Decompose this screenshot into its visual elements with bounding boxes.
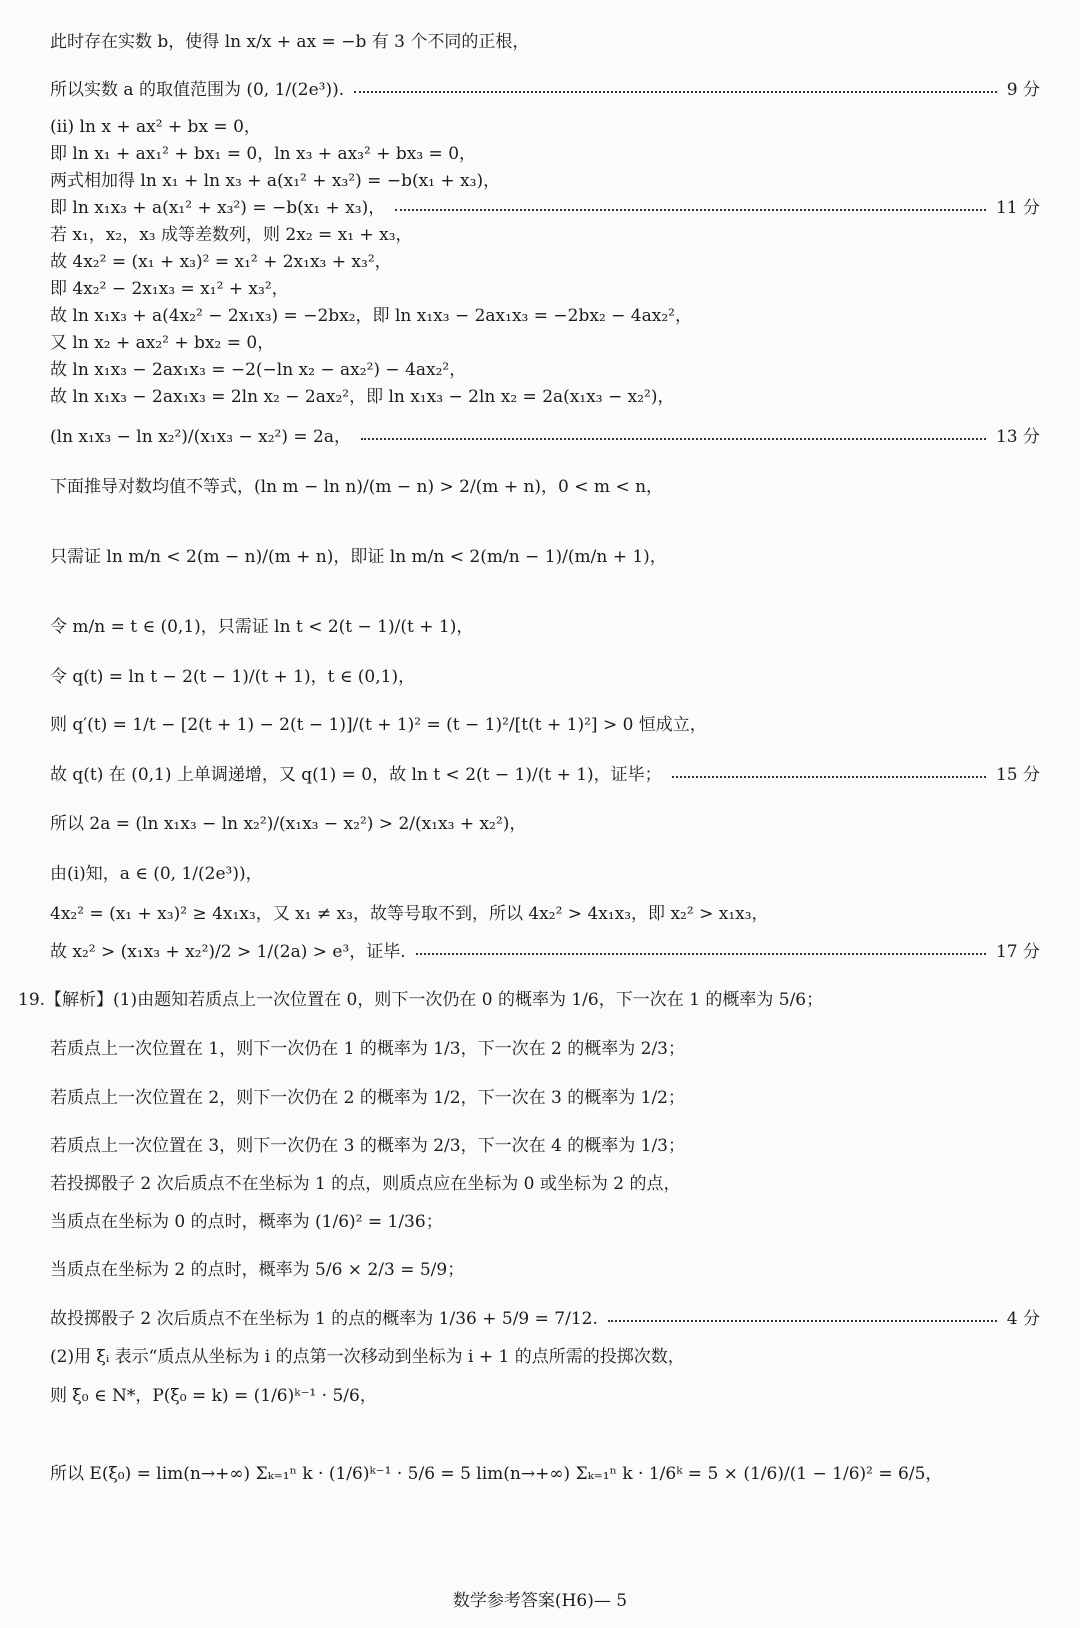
solution-line — [50, 196, 1040, 220]
solution-line — [18, 988, 1040, 1012]
line-text: 下面推导对数均值不等式，(ln m − ln n)/(m − n) > 2/(m + n)，0 < m < n， — [50, 477, 664, 497]
score-label: 17 分 — [995, 942, 1040, 962]
line-text: (2)用 ξᵢ 表示“质点从坐标为 i 的点第一次移动到坐标为 i + 1 的点所需的投掷次数， — [50, 1347, 685, 1367]
score-label: 15 分 — [995, 765, 1040, 785]
line-text: (ln x₁x₃ − ln x₂²)/(x₁x₃ − x₂²) = 2a， — [50, 427, 351, 447]
solution-line — [50, 1345, 1040, 1369]
line-text: 即 ln x₁ + ax₁² + bx₁ = 0，ln x₃ + ax₃² + bx₃ = 0， — [50, 144, 477, 164]
solution-line — [50, 1086, 1040, 1110]
line-text: 则 ξ₀ ∈ N*，P(ξ₀ = k) = (1/6)ᵏ⁻¹ · 5/6， — [50, 1386, 377, 1406]
line-text: 令 q(t) = ln t − 2(t − 1)/(t + 1)，t ∈ (0,1)， — [50, 667, 416, 687]
solution-line — [50, 304, 1040, 328]
solution-line — [50, 1384, 1040, 1408]
line-text: 所以 E(ξ₀) = lim(n→+∞) Σₖ₌₁ⁿ k · (1/6)ᵏ⁻¹ · 5/6 = 5 lim(n→+∞) Σₖ₌₁ⁿ k · 1/6ᵏ = 5 × (1/6)/(1 − 1/6)² = 6/5， — [50, 1464, 943, 1484]
solution-line — [50, 115, 1040, 139]
line-text: 即 4x₂² − 2x₁x₃ = x₁² + x₃²， — [50, 279, 289, 299]
line-text: 19.【解析】(1)由题知若质点上一次位置在 0，则下一次仍在 0 的概率为 1/6，下一次在 1 的概率为 5/6； — [18, 990, 824, 1010]
solution-line — [50, 1134, 1040, 1158]
line-text: 若质点上一次位置在 2，则下一次仍在 2 的概率为 1/2，下一次在 3 的概率为 1/2； — [50, 1088, 685, 1108]
solution-line — [50, 940, 1040, 964]
line-text: 只需证 ln m/n < 2(m − n)/(m + n)，即证 ln m/n < 2(m/n − 1)/(m/n + 1)， — [50, 547, 667, 567]
solution-line — [50, 902, 1040, 926]
score-label: 9 分 — [1006, 80, 1040, 100]
line-text: 故 ln x₁x₃ − 2ax₁x₃ = 2ln x₂ − 2ax₂²，即 ln x₁x₃ − 2ln x₂ = 2a(x₁x₃ − x₂²)， — [50, 387, 675, 407]
solution-line — [50, 545, 1040, 569]
line-text: 若投掷骰子 2 次后质点不在坐标为 1 的点，则质点应在坐标为 0 或坐标为 2 的点， — [50, 1174, 681, 1194]
solution-line — [50, 1172, 1040, 1196]
line-text: 若质点上一次位置在 3，则下一次仍在 3 的概率为 2/3，下一次在 4 的概率为 1/3； — [50, 1136, 685, 1156]
score-label: 11 分 — [995, 198, 1040, 218]
dotted-leader — [395, 209, 986, 211]
line-text: 当质点在坐标为 2 的点时，概率为 5/6 × 2/3 = 5/9； — [50, 1260, 465, 1280]
solution-line — [50, 223, 1040, 247]
line-text: 故 4x₂² = (x₁ + x₃)² = x₁² + 2x₁x₃ + x₃²， — [50, 252, 392, 272]
line-text: 故 ln x₁x₃ + a(4x₂² − 2x₁x₃) = −2bx₂，即 ln x₁x₃ − 2ax₁x₃ = −2bx₂ − 4ax₂²， — [50, 306, 692, 326]
line-text: 由(ⅰ)知，a ∈ (0, 1/(2e³))， — [50, 864, 263, 884]
line-text: 此时存在实数 b，使得 ln x/x + ax = −b 有 3 个不同的正根， — [50, 32, 530, 52]
line-text: (ⅱ) ln x + ax² + bx = 0， — [50, 117, 261, 137]
line-text: 所以 2a = (ln x₁x₃ − ln x₂²)/(x₁x₃ − x₂²) > 2/(x₁x₃ + x₂²)， — [50, 814, 527, 834]
dotted-leader — [354, 91, 997, 93]
dotted-leader — [361, 438, 986, 440]
line-text: 若质点上一次位置在 1，则下一次仍在 1 的概率为 1/3，下一次在 2 的概率为 2/3； — [50, 1039, 685, 1059]
solution-line — [50, 78, 1040, 102]
line-text: 故 x₂² > (x₁x₃ + x₂²)/2 > 1/(2a) > e³，证毕. — [50, 942, 406, 962]
solution-line — [50, 142, 1040, 166]
line-text: 若 x₁，x₂，x₃ 成等差数列，则 2x₂ = x₁ + x₃， — [50, 225, 413, 245]
solution-line — [50, 1462, 1040, 1486]
solution-line — [50, 1037, 1040, 1061]
solution-line — [50, 615, 1040, 639]
solution-line — [50, 358, 1040, 382]
line-text: 即 ln x₁x₃ + a(x₁² + x₃²) = −b(x₁ + x₃)， — [50, 198, 386, 218]
line-text: 故 q(t) 在 (0,1) 上单调递增，又 q(1) = 0，故 ln t < 2(t − 1)/(t + 1)，证毕； — [50, 765, 662, 785]
line-text: 4x₂² = (x₁ + x₃)² ≥ 4x₁x₃，又 x₁ ≠ x₃，故等号取不到，所以 4x₂² > 4x₁x₃，即 x₂² > x₁x₃， — [50, 904, 769, 924]
line-text: 故投掷骰子 2 次后质点不在坐标为 1 的点的概率为 1/36 + 5/9 = 7/12. — [50, 1309, 598, 1329]
solution-line — [50, 1258, 1040, 1282]
solution-line — [50, 1307, 1040, 1331]
solution-line — [50, 425, 1040, 449]
score-label: 13 分 — [995, 427, 1040, 447]
solution-line — [50, 169, 1040, 193]
solution-line — [50, 331, 1040, 355]
solution-line — [50, 665, 1040, 689]
line-text: 令 m/n = t ∈ (0,1)，只需证 ln t < 2(t − 1)/(t + 1)， — [50, 617, 474, 637]
solution-line — [50, 385, 1040, 409]
solution-line — [50, 30, 1040, 54]
line-text: 所以实数 a 的取值范围为 (0, 1/(2e³)). — [50, 80, 345, 100]
score-label: 4 分 — [1006, 1309, 1040, 1329]
page-footer: 数学参考答案(H6)— 5 — [452, 1591, 628, 1611]
line-text: 则 q′(t) = 1/t − [2(t + 1) − 2(t − 1)]/(t + 1)² = (t − 1)²/[t(t + 1)²] > 0 恒成立， — [50, 715, 707, 735]
line-text: 当质点在坐标为 0 的点时，概率为 (1/6)² = 1/36； — [50, 1212, 443, 1232]
dotted-leader — [672, 776, 986, 778]
solution-line — [50, 763, 1040, 787]
solution-line — [50, 812, 1040, 836]
line-text: 故 ln x₁x₃ − 2ax₁x₃ = −2(−ln x₂ − ax₂²) − 4ax₂²， — [50, 360, 467, 380]
solution-line — [50, 475, 1040, 499]
line-text: 又 ln x₂ + ax₂² + bx₂ = 0， — [50, 333, 275, 353]
solution-line — [50, 713, 1040, 737]
dotted-leader — [608, 1320, 997, 1322]
solution-line — [50, 1210, 1040, 1234]
line-text: 两式相加得 ln x₁ + ln x₃ + a(x₁² + x₃²) = −b(x₁ + x₃)， — [50, 171, 501, 191]
solution-line — [50, 250, 1040, 274]
dotted-leader — [416, 953, 986, 955]
solution-line — [50, 862, 1040, 886]
solution-line — [50, 277, 1040, 301]
